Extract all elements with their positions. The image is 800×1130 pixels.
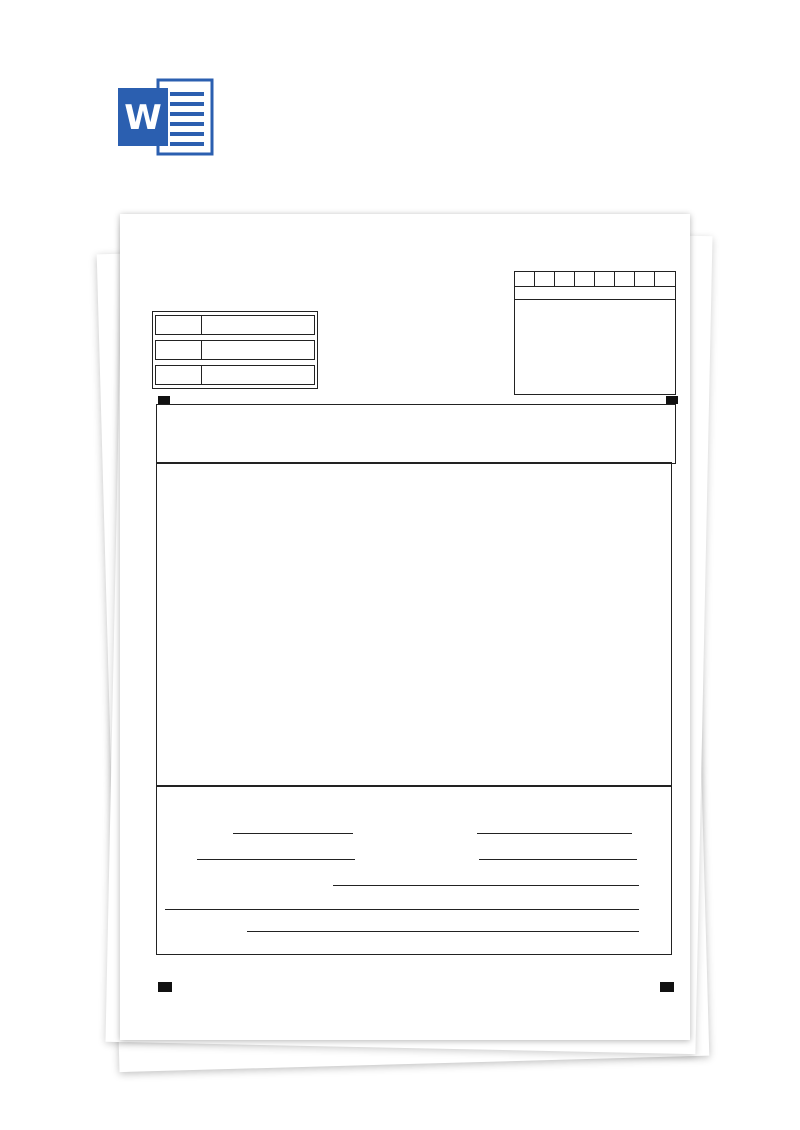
answer-line[interactable]: [165, 909, 639, 910]
answer-line[interactable]: [333, 885, 639, 886]
answer-line[interactable]: [477, 833, 632, 834]
answer-line[interactable]: [247, 931, 639, 932]
svg-text:W: W: [124, 98, 162, 138]
score-table: [156, 404, 676, 464]
school-field[interactable]: [155, 315, 315, 335]
answer-area-1[interactable]: [156, 462, 672, 787]
name-field[interactable]: [155, 365, 315, 385]
answer-line[interactable]: [479, 859, 637, 860]
class-field[interactable]: [155, 340, 315, 360]
exam-number-label: [515, 286, 675, 300]
exam-number-grid[interactable]: [514, 271, 676, 395]
answer-area-2[interactable]: [156, 785, 672, 955]
timing-marks-top: [170, 229, 680, 239]
answer-line[interactable]: [233, 833, 353, 834]
alignment-marker: [666, 396, 678, 404]
answer-sheet: [120, 214, 690, 1040]
answer-line[interactable]: [197, 859, 355, 860]
alignment-marker: [660, 982, 674, 992]
timing-marks-left: [138, 254, 146, 994]
student-info-box: [152, 311, 318, 389]
alignment-marker: [158, 982, 172, 992]
word-document-icon: [118, 74, 214, 160]
alignment-marker: [158, 396, 170, 404]
